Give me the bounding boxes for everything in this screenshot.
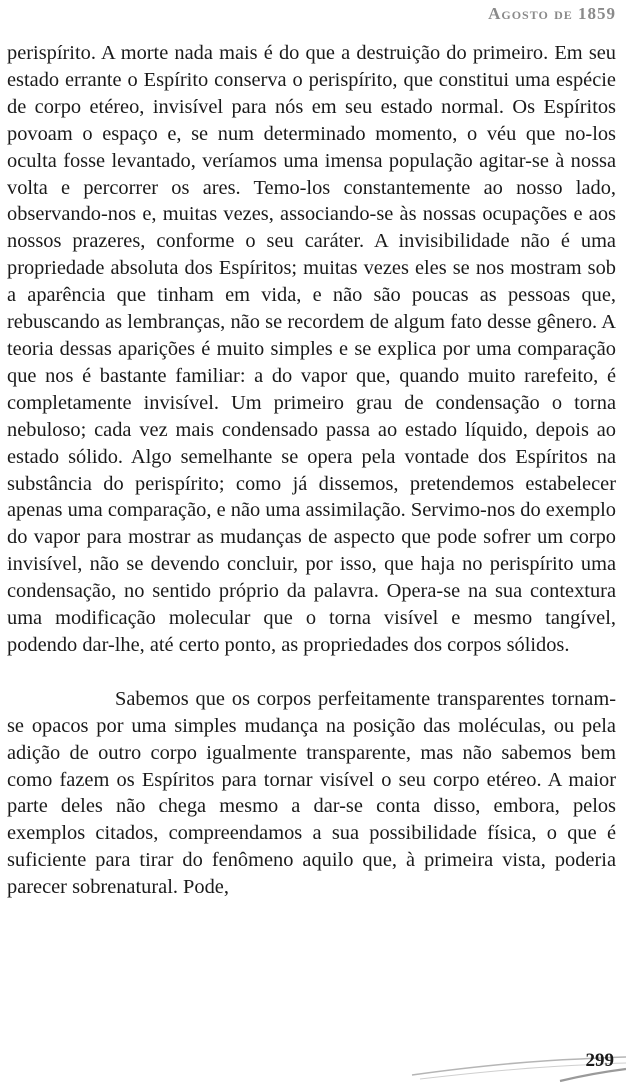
page-body bbox=[7, 40, 616, 901]
paragraph: perispírito. A morte nada mais é do que a destruição do primeiro. Em seu estado errante o Espírito conserva o perispírito, que constitui uma espécie de corpo etéreo, invisível para nós em seu estado normal. Os Espíritos povoam o espaço e, se num determinado momento, o véu que no-los oculta fosse levantado, veríamos uma imensa população agitar-se à nossa volta e percorrer os ares. Temo-los constantemente ao nosso lado, observando-nos e, muitas vezes, associando-se às nossas ocupações e aos nossos prazeres, conforme o seu caráter. A invisibilidade não é uma propriedade absoluta dos Espíritos; muitas vezes eles se nos mostram sob a aparência que tinham em vida, e não são poucas as pessoas que, rebuscando as lembranças, não se recordem de algum fato desse gênero. A teoria dessas aparições é muito simples e se explica por uma comparação que nos é bastante familiar: a do vapor que, quando muito rarefeito, é completamente invisível. Um primeiro grau de condensação o torna nebuloso; cada vez mais condensado passa ao estado líquido, depois ao estado sólido. Algo semelhante se opera pela vontade dos Espíritos na substância do perispírito; como já dissemos, pretendemos estabelecer apenas uma comparação, e não uma assimilação. Servimo-nos do exemplo do vapor para mostrar as mudanças de aspecto que pode sofrer um corpo invisível, não se devendo concluir, por isso, que haja no perispírito uma condensação, no sentido próprio da palavra. Opera-se na sua contextura uma modificação molecular que o torna visível e mesmo tangível, podendo dar-lhe, até certo ponto, as propriedades dos corpos sólidos. bbox=[7, 42, 616, 656]
running-head-title: Agosto de 1859 bbox=[488, 4, 616, 23]
paragraph: Sabemos que os corpos perfeitamente transparentes tornam-se opacos por uma simples mudança na posição das moléculas, ou pela adição de outro corpo igualmente transparente, mas não sabemos bem como fazem os Espíritos para tornar visível o seu corpo etéreo. A maior parte deles não chega mesmo a dar-se conta disso, embora, pelos exemplos citados, compreendamos a sua possibilidade física, o que é suficiente para tirar do fenômeno aquilo que, à primeira vista, poderia parecer sobrenatural. Pode, bbox=[7, 687, 616, 899]
page-number: 299 bbox=[585, 1050, 614, 1071]
